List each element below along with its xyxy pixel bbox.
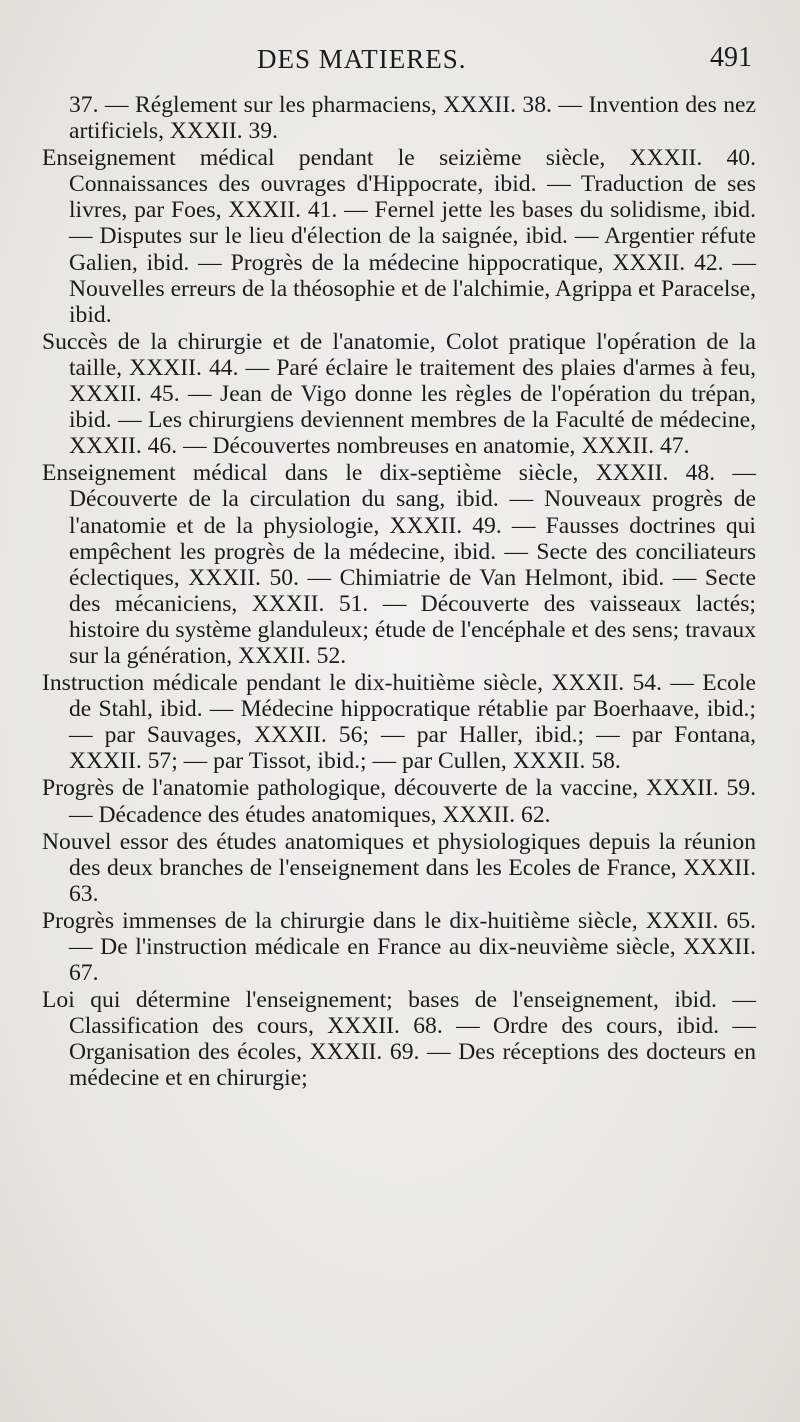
index-entry: 37. — Réglement sur les pharmaciens, XXXII. 38. — Invention des nez artificiels, XXXII. 39. <box>69 92 756 145</box>
index-entries <box>42 92 756 1092</box>
index-entry: Nouvel essor des études anatomiques et physiologiques depuis la réunion des deux branches de l'enseignement dans les Ecoles de France, XXXII. 63. <box>42 828 756 907</box>
page-number: 491 <box>710 42 752 73</box>
index-entry: Enseignement médical dans le dix-septième siècle, XXXII. 48. — Découverte de la circulation du sang, ibid. — Nouveaux progrès de l'anatomie et de la physiologie, XXXII. 49. — Fausses doctrines qui empêchent les progrès de la médecine, ibid. — Secte des conciliateurs éclectiques, XXXII. 50. — Chimiatrie de Van Helmont, ibid. — Secte des mécaniciens, XXXII. 51. — Découverte des vaisseaux lactés; histoire du système glanduleux; étude de l'encéphale et des sens; travaux sur la génération, XXXII. 52. <box>42 460 756 669</box>
index-entry: Instruction médicale pendant le dix-huitième siècle, XXXII. 54. — Ecole de Stahl, ibid. — Médecine hippocratique rétablie par Boerhaave, ibid.; — par Sauvages, XXXII. 56; — par Haller, ibid.; — par Fontana, XXXII. 57; — par Tissot, ibid.; — par Cullen, XXXII. 58. <box>42 670 756 775</box>
index-entry: Progrès de l'anatomie pathologique, découverte de la vaccine, XXXII. 59. — Décadence des études anatomiques, XXXII. 62. <box>42 775 756 828</box>
index-entry: Progrès immenses de la chirurgie dans le dix-huitième siècle, XXXII. 65. — De l'instruction médicale en France au dix-neuvième siècle, XXXII. 67. <box>42 907 756 987</box>
index-entry: Enseignement médical pendant le seizième siècle, XXXII. 40. Connaissances des ouvrages d'Hippocrate, ibid. — Traduction de ses livres, par Foes, XXXII. 41. — Fernel jette les bases du solidisme, ibid. — Disputes sur le lieu d'élection de la saignée, ibid. — Argentier réfute Galien, ibid. — Progrès de la médecine hippocratique, XXXII. 42. — Nouvelles erreurs de la théosophie et de l'alchimie, Agrippa et Paracelse, ibid. <box>42 145 756 328</box>
index-entry: Loi qui détermine l'enseignement; bases de l'enseignement, ibid. — Classification des cours, XXXII. 68. — Ordre des cours, ibid. — Organisation des écoles, XXXII. 69. — Des réceptions des docteurs en médecine et en chirurgie; <box>42 987 756 1092</box>
index-entry: Succès de la chirurgie et de l'anatomie, Colot pratique l'opération de la taille, XXXII. 44. — Paré éclaire le traitement des plaies d'armes à feu, XXXII. 45. — Jean de Vigo donne les règles de l'opération du trépan, ibid. — Les chirurgiens deviennent membres de la Faculté de médecine, XXXII. 46. — Découvertes nombreuses en anatomie, XXXII. 47. <box>42 328 756 460</box>
page-header <box>42 40 756 92</box>
running-title: DES MATIERES. <box>257 44 467 74</box>
